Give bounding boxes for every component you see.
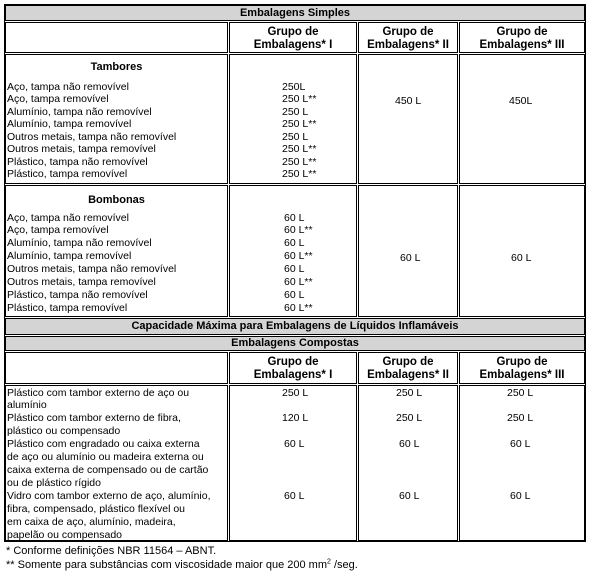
bombonas-group-2-cell — [358, 185, 458, 317]
composite-g2-value: 250 L — [396, 387, 423, 399]
simple-header-group-1-label: Grupo de Embalagens* I — [253, 26, 333, 51]
tambores-group-2-cell — [358, 54, 458, 184]
composite-packaging-title-text: Embalagens Compostas — [231, 337, 359, 349]
tambores-g1-value: 250L — [282, 81, 306, 93]
bombonas-row-label: Aço, tampa não removível — [7, 212, 129, 224]
composite-row-1-line: alumínio — [7, 399, 47, 411]
composite-header-group-3 — [459, 352, 585, 384]
tambores-row-label: Outros metais, tampa não removível — [7, 131, 177, 143]
composite-header-group-2-label: Grupo de Embalagens* II — [367, 356, 449, 381]
simple-header-group-1 — [229, 22, 357, 53]
composite-g2-value: 250 L — [396, 412, 423, 424]
bombonas-g1-value: 60 L** — [284, 302, 313, 314]
tambores-g1-value: 250 L** — [282, 143, 317, 155]
footnote-viscosity-unit: /seg. — [330, 559, 358, 571]
simple-header-blank — [5, 22, 228, 53]
composite-row-4-line: em caixa de aço, alumínio, madeira, — [7, 516, 176, 528]
tambores-g1-value: 250 L** — [282, 156, 317, 168]
composite-g2-value: 60 L — [399, 490, 420, 502]
tambores-g1-value: 250 L — [282, 106, 309, 118]
tambores-g3-value: 450L — [509, 95, 533, 107]
bombonas-label-cell — [5, 185, 228, 317]
bombonas-row-label: Alumínio, tampa removível — [7, 250, 132, 262]
composite-g3-value: 60 L — [510, 438, 531, 450]
tambores-label-cell — [5, 54, 228, 184]
composite-row-3-line: de aço ou alumínio ou madeira externa ou — [7, 451, 204, 463]
footnote-viscosity-text: ** Somente para substâncias com viscosidade maior que 200 mm — [6, 559, 327, 571]
composite-row-2-line: Plástico com tambor externo de fibra, — [7, 412, 181, 424]
composite-header-group-1 — [229, 352, 357, 384]
simple-header-group-2 — [358, 22, 458, 53]
tambores-group-1-cell — [229, 54, 357, 184]
tambores-group-3-cell — [459, 54, 585, 184]
composite-group-3-cell — [459, 385, 585, 541]
composite-row-4-line: Vidro com tambor externo de aço, alumínio, — [7, 490, 211, 502]
composite-g1-value: 250 L — [282, 387, 309, 399]
composite-g1-value: 60 L — [284, 438, 305, 450]
bombonas-g1-value: 60 L** — [284, 250, 313, 262]
composite-g2-value: 60 L — [399, 438, 420, 450]
tambores-g1-value: 250 L** — [282, 168, 317, 180]
bombonas-row-label: Plástico, tampa não removível — [7, 289, 148, 301]
composite-g1-value: 60 L — [284, 490, 305, 502]
tambores-row-label: Aço, tampa não removível — [7, 81, 129, 93]
bombonas-row-label: Outros metais, tampa removível — [7, 276, 156, 288]
composite-g3-value: 250 L — [507, 412, 534, 424]
composite-g3-value: 250 L — [507, 387, 534, 399]
composite-g3-value: 60 L — [510, 490, 531, 502]
simple-packaging-title — [5, 5, 585, 21]
tambores-g2-value: 450 L — [395, 95, 422, 107]
bombonas-g1-value: 60 L — [284, 289, 305, 301]
composite-group-1-cell — [229, 385, 357, 541]
tambores-row-label: Alumínio, tampa não removível — [7, 106, 152, 118]
tambores-g1-value: 250 L — [282, 131, 309, 143]
footnote-viscosity-superscript: 2 — [327, 558, 331, 566]
bombonas-group-1-cell — [229, 185, 357, 317]
bombonas-row-label: Aço, tampa removível — [7, 224, 109, 236]
composite-header-group-3-label: Grupo de Embalagens* III — [479, 356, 565, 381]
tambores-row-label: Plástico, tampa removível — [7, 168, 128, 180]
tambores-row-label: Aço, tampa removível — [7, 93, 109, 105]
bombonas-row-label: Plástico, tampa removível — [7, 302, 128, 314]
composite-header-group-2 — [358, 352, 458, 384]
tambores-row-label: Outros metais, tampa removível — [7, 143, 156, 155]
composite-row-3-line: Plástico com engradado ou caixa externa — [7, 438, 200, 450]
simple-header-group-3 — [459, 22, 585, 53]
composite-row-4-line: papelão ou compensado — [7, 529, 123, 541]
composite-header-group-1-label: Grupo de Embalagens* I — [253, 356, 333, 381]
bombonas-g1-value: 60 L — [284, 212, 305, 224]
capacity-title-text: Capacidade Máxima para Embalagens de Líquidos Inflamáveis — [131, 320, 459, 332]
composite-row-1-line: Plástico com tambor externo de aço ou — [7, 387, 190, 399]
bombonas-row-label: Outros metais, tampa não removível — [7, 263, 177, 275]
composite-header-blank — [5, 352, 228, 384]
bombonas-g3-value: 60 L — [511, 252, 532, 264]
tambores-g1-value: 250 L** — [282, 118, 317, 130]
tambores-row-label: Alumínio, tampa removível — [7, 118, 132, 130]
footnote-definitions: * Conforme definições NBR 11564 – ABNT. — [6, 545, 217, 557]
tambores-row-label: Plástico, tampa não removível — [7, 156, 148, 168]
bombonas-g1-value: 60 L** — [284, 276, 313, 288]
simple-header-group-2-label: Grupo de Embalagens* II — [367, 26, 449, 51]
footnote-viscosity — [6, 559, 358, 572]
bombonas-g2-value: 60 L — [400, 252, 421, 264]
composite-row-4-line: fibra, compensado, plástico flexível ou — [7, 503, 186, 515]
bombonas-group-3-cell — [459, 185, 585, 317]
capacity-title — [5, 318, 585, 335]
composite-label-cell — [5, 385, 228, 541]
simple-packaging-title-text: Embalagens Simples — [239, 7, 351, 19]
tambores-g1-value: 250 L** — [282, 93, 317, 105]
bombonas-g1-value: 60 L — [284, 263, 305, 275]
composite-row-3-line: caixa externa de compensado ou de cartão — [7, 464, 209, 476]
bombonas-heading: Bombonas — [88, 194, 145, 206]
simple-header-group-3-label: Grupo de Embalagens* III — [479, 26, 565, 51]
composite-row-3-line: ou de plástico rígido — [7, 477, 101, 489]
tambores-heading: Tambores — [90, 61, 143, 73]
bombonas-row-label: Alumínio, tampa não removível — [7, 237, 152, 249]
composite-row-2-line: plástico ou compensado — [7, 425, 121, 437]
bombonas-g1-value: 60 L — [284, 237, 305, 249]
composite-g1-value: 120 L — [282, 412, 309, 424]
composite-packaging-title — [5, 336, 585, 351]
composite-group-2-cell — [358, 385, 458, 541]
bombonas-g1-value: 60 L** — [284, 224, 313, 236]
